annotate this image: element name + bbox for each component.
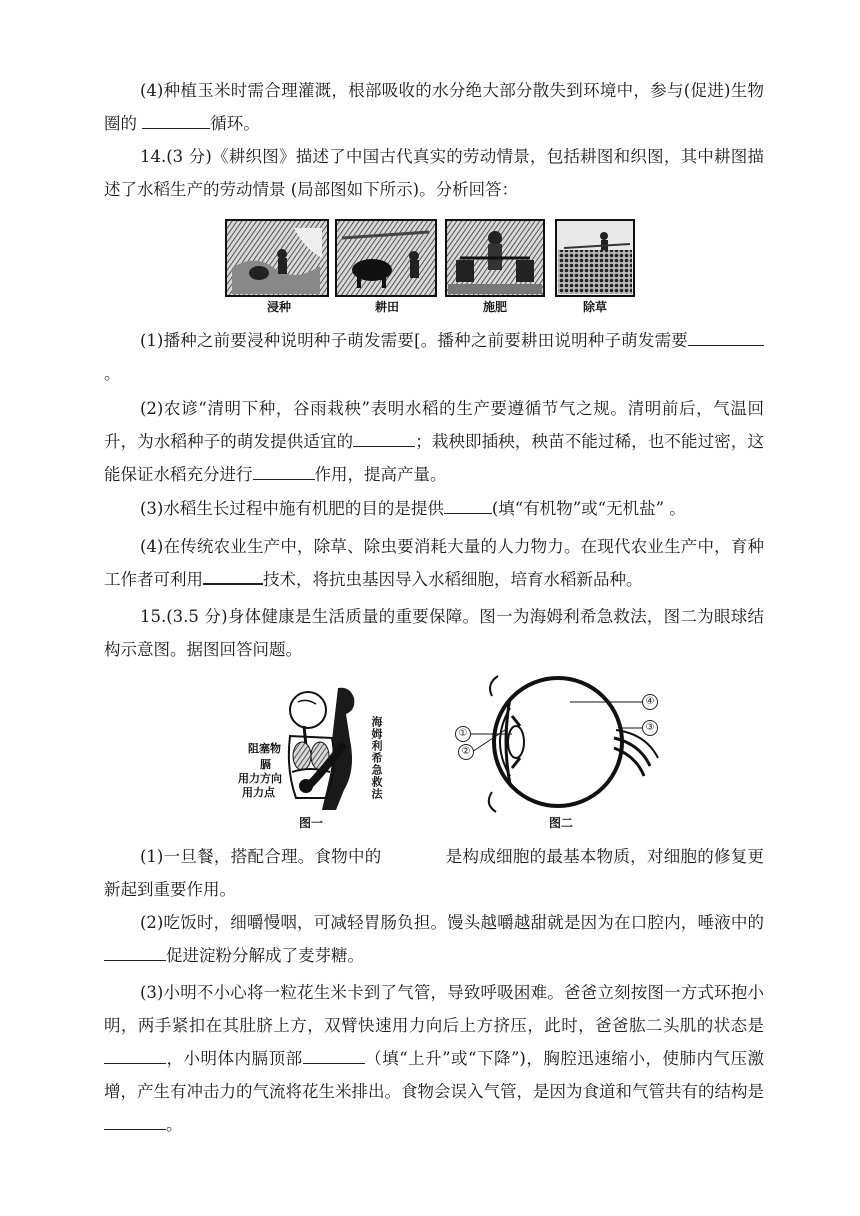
answer-blank[interactable] [203, 565, 263, 585]
q14-part2: (2)农谚“清明下种，谷雨栽秧”表明水稻的生产要遵循节气之规。清明前后，气温回升，为水稻种子的萌发提供适宜的 ；栽秧即插秧，秧苗不能过稀，也不能过密，这能保证水稻充分进行 作用，提高产量。 [104, 399, 765, 484]
eye-svg [450, 672, 670, 832]
answer-blank[interactable] [740, 327, 764, 346]
marker-1: ① [455, 726, 471, 742]
soaking-image [226, 220, 328, 296]
label-obstruction: 阻塞物 [248, 742, 281, 755]
answer-blank[interactable] [253, 461, 315, 480]
figure1-caption: 图一 [298, 816, 323, 830]
answer-blank[interactable] [353, 428, 415, 447]
q14-stem: 14.(3 分)《耕织图》描述了中国古代真实的劳动情景，包括耕图和织图，其中耕图描述了水稻生产的劳动情景 (局部图如下所示)。分析回答： [104, 147, 764, 199]
weeding-image [556, 220, 634, 296]
marker-3: ③ [642, 720, 658, 736]
answer-blank[interactable] [104, 942, 166, 961]
caption-tilling: 耕田 [374, 300, 399, 314]
fertilizing-image [446, 220, 544, 296]
q14-part3: (3)水稻生长过程中施有机肥的目的是提供 (填“有机物”或“无机盐” 。 [104, 492, 764, 525]
answer-blank[interactable] [688, 327, 740, 346]
answer-blank[interactable] [444, 495, 492, 514]
answer-blank[interactable] [142, 110, 210, 129]
caption-fertilizing: 施肥 [482, 300, 507, 314]
answer-blank[interactable] [104, 1111, 166, 1130]
label-force-point: 用力点 [242, 786, 275, 799]
marker-2: ② [458, 744, 474, 760]
answer-blank[interactable] [303, 1045, 365, 1064]
q14-part1: (1)播种之前要浸种说明种子萌发需要[。播种之前要耕田说明种子萌发需要。 [104, 324, 764, 390]
q15-stem: 15.(3.5 分)身体健康是生活质量的重要保障。图一为海姆利希急救法，图二为眼球结构示意图。据图回答问题。 [104, 607, 764, 659]
label-diaphragm: 膈 [260, 758, 271, 771]
marker-4: ④ [642, 694, 658, 710]
tilling-image [336, 220, 436, 296]
figure-heimlich [238, 680, 386, 830]
q13-part4: (4)种植玉米时需合理灌溉，根部吸收的水分绝大部分散失到环境中，参与(促进)生物圈的 循环。 [104, 81, 764, 133]
figure2-caption: 图二 [548, 816, 573, 830]
caption-weeding: 除草 [582, 300, 607, 314]
figure-eye [450, 672, 670, 832]
caption-soaking: 浸种 [266, 300, 291, 314]
label-force-direction: 用力方向 [238, 772, 282, 785]
answer-blank[interactable] [382, 843, 446, 862]
farming-images [224, 218, 636, 318]
q15-part3: (3)小明不小心将一粒花生米卡到了气管，导致呼吸困难。爸爸立刻按图一方式环抱小明，两手紧扣在其肚脐上方，双臂快速用力向后上方挤压，此时，爸爸肱二头肌的状态是，小明体内膈顶部 （填“上升”或“下降”)，胸腔迅速缩小，使肺内气压激增，产生有冲击力的气流将花生米排出。食物会误入气管，是因为食道和气管共有的结构是。 [104, 983, 765, 1134]
answer-blank[interactable] [104, 1045, 166, 1064]
heimlich-side-title: 海姆利希急救法 [370, 716, 383, 800]
q15-part1: (1)一旦餐，搭配合理。食物中的 是构成细胞的最基本物质，对细胞的修复更新起到重要作用。 [104, 840, 764, 906]
q14-part4: (4)在传统农业生产中，除草、除虫要消耗大量的人力物力。在现代农业生产中，育种工作者可利用 技术，将抗虫基因导入水稻细胞，培育水稻新品种。 [104, 537, 764, 589]
q15-part2: (2)吃饭时，细嚼慢咽，可减轻胃肠负担。馒头越嚼越甜就是因为在口腔内，唾液中的促进淀粉分解成了麦芽糖。 [104, 906, 764, 972]
